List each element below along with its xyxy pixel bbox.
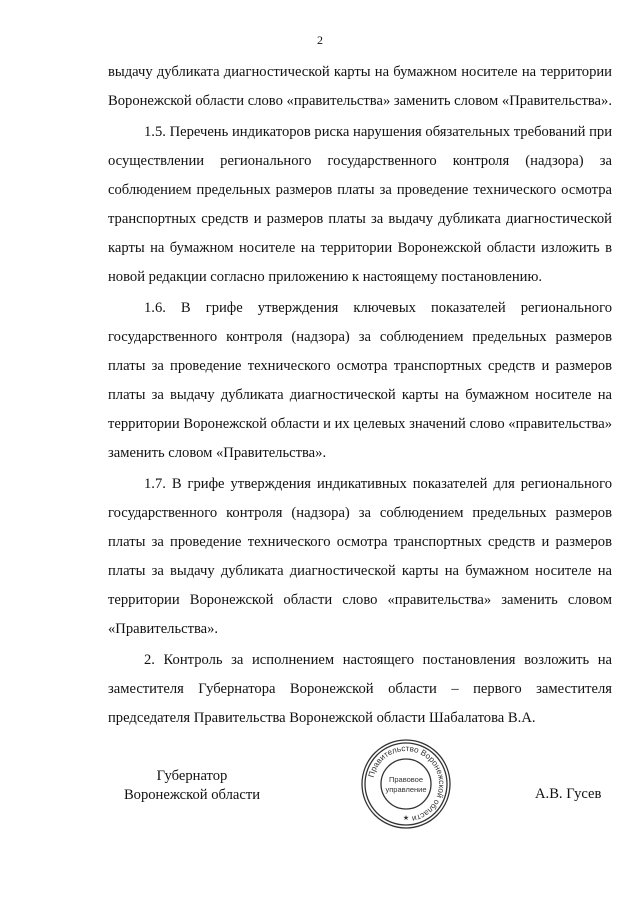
seal-center-line1: Правовое bbox=[388, 775, 424, 784]
seal-ring-text: Правительство Воронежской области bbox=[366, 743, 447, 824]
signatory-name: А.В. Гусев bbox=[535, 786, 602, 802]
paragraph-continuation: выдачу дубликата диагностической карты на бумажном носителе на территории Воронежской области слово «правительства» заменить словом «Правительства». bbox=[108, 64, 612, 109]
page-number: 2 bbox=[317, 33, 323, 47]
seal-star-icon: ★ bbox=[402, 815, 410, 822]
paragraph-2: 2. Контроль за исполнением настоящего постановления возложить на заместителя Губернатора Воронежской области – первого заместителя председателя Правительства Воронежской области Шабалатова В.А. bbox=[108, 652, 612, 726]
paragraph-1-7: 1.7. В грифе утверждения индикативных показателей для регионального государственного контроля (надзора) за соблюдением предельных размеров платы за проведение технического осмотра транспортных средств и размеров платы за выдачу дубликата диагностической карты на бумажном носителе на территории Воронежской области слово «правительства» заменить словом «Правительства». bbox=[108, 476, 612, 637]
document-body bbox=[108, 58, 612, 733]
paragraph-1-6: 1.6. В грифе утверждения ключевых показателей регионального государственного контроля (надзора) за соблюдением предельных размеров платы за проведение технического осмотра транспортных средств и размеров платы за выдачу дубликата диагностической карты на бумажном носителе на территории Воронежской области и их целевых значений слово «правительства» заменить словом «Правительства». bbox=[108, 300, 612, 461]
signatory-position: Губернатор bbox=[156, 768, 228, 784]
seal-graphic bbox=[360, 738, 452, 830]
official-seal bbox=[360, 738, 452, 830]
seal-center-line2: управление bbox=[385, 785, 427, 794]
signatory-title bbox=[112, 767, 272, 805]
paragraph-1-5: 1.5. Перечень индикаторов риска нарушения обязательных требований при осуществлении регионального государственного контроля (надзора) за соблюдением предельных размеров платы за проведение технического осмотра транспортных средств и размеров платы за выдачу дубликата диагностической карты на бумажном носителе на территории Воронежской области изложить в новой редакции согласно приложению к настоящему постановлению. bbox=[108, 124, 612, 285]
signatory-region: Воронежской области bbox=[123, 787, 261, 803]
